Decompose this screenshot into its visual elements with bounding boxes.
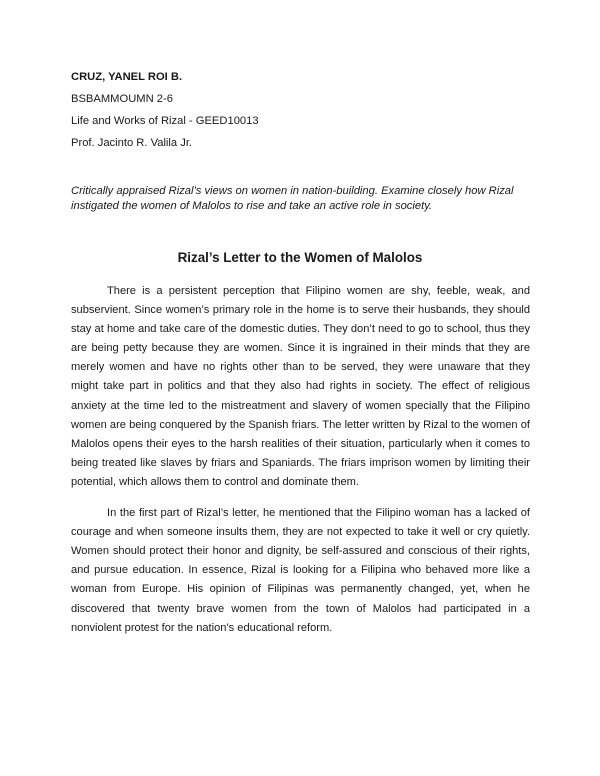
course-title: Life and Works of Rizal - GEED10013	[71, 115, 259, 127]
professor-name: Prof. Jacinto R. Valila Jr.	[71, 137, 193, 149]
essay-title: Rizal’s Letter to the Women of Malolos	[177, 250, 423, 265]
student-name: CRUZ, YANEL ROI B.	[71, 71, 183, 83]
student-header	[71, 70, 259, 158]
essay-body	[71, 282, 530, 650]
student-section: BSBAMMOUMN 2-6	[71, 93, 173, 105]
essay-prompt: Critically appraised Rizal’s views on women in nation-building. Examine closely how Rizal instigated the women of Malolos to rise and take an active role in society.	[71, 185, 514, 212]
paragraph-2: In the first part of Rizal’s letter, he mentioned that the Filipino woman has a lacked of courage and when someone insults them, they are not expected to take it well or cry quietly. Women should protect their honor and dignity, be self-assured and conscious of their rights, and pursue education. In essence, Rizal is looking for a Filipina who behaved more like a woman from Europe. His opinion of Filipinas was permanently changed, yet, when he discovered that twenty brave women from the town of Malolos had participated in a nonviolent protest for the nation’s educational reform.	[71, 507, 530, 634]
paragraph-1: There is a persistent perception that Filipino women are shy, feeble, weak, and subservient. Since women’s primary role in the home is to serve their husbands, they should stay at home and take care of the domestic duties. They don’t need to go to school, thus they are being petty because they are women. Since it is ingrained in their minds that they are merely women and have no rights other than to be served, they were unaware that they might take part in politics and that they also had rights in society. The effect of religious anxiety at the time led to the mistreatment and slavery of women specially that the Filipino women are being conquered by the Spanish friars. The letter written by Rizal to the women of Malolos opens their eyes to the harsh realities of their situation, particularly when it comes to being treated like slaves by friars and Spaniards. The friars imprison women by limiting their potential, which allows them to control and dominate them.	[71, 285, 530, 488]
